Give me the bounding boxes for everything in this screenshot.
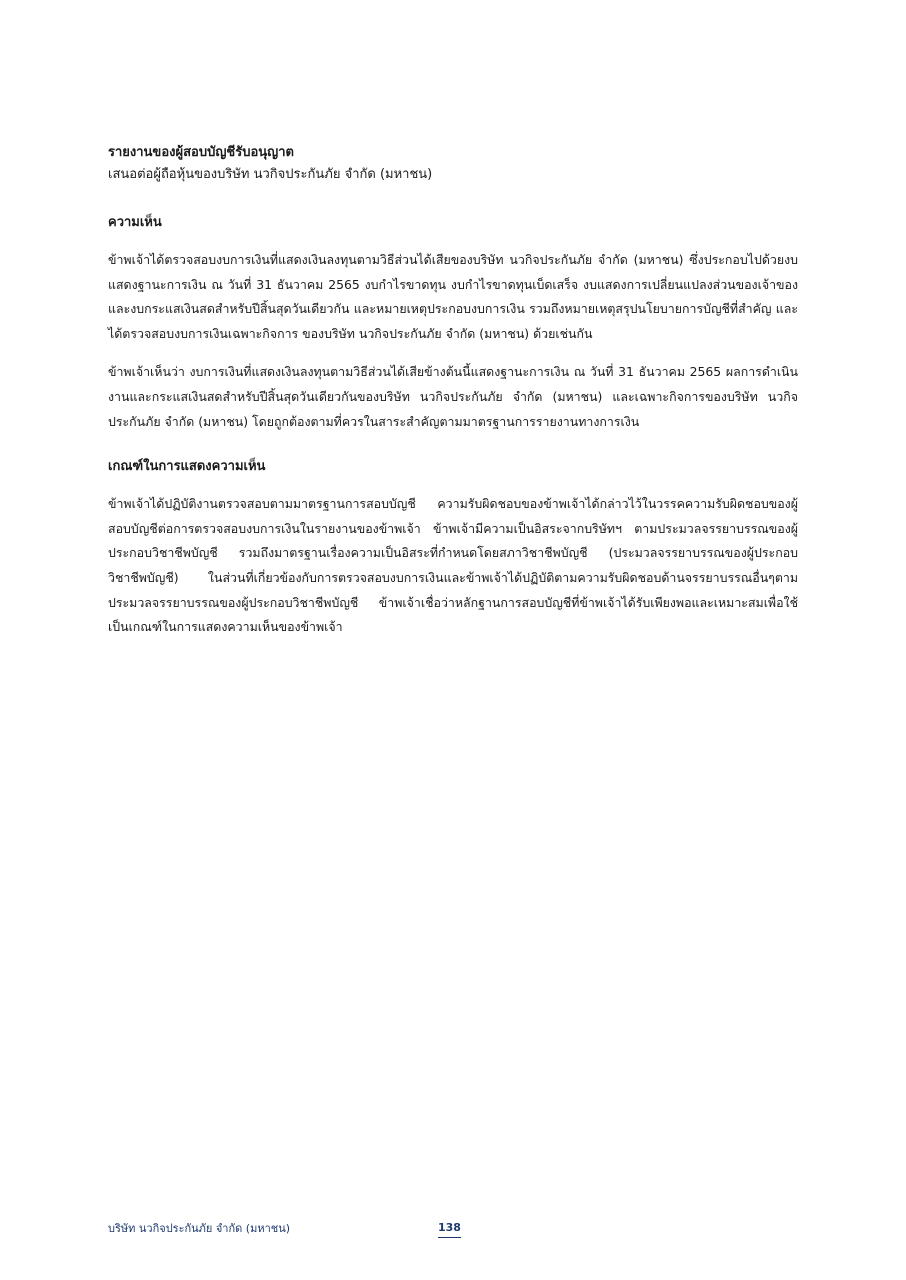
page-footer bbox=[108, 1219, 798, 1241]
opinion-paragraph-1: ข้าพเจ้าได้ตรวจสอบงบการเงินที่แสดงเงินลงทุนตามวิธีส่วนได้เสียของบริษัท นวกิจประกันภัย จำกัด (มหาชน) ซึ่งประกอบไปด้วยงบแสดงฐานะการเงิน ณ วันที่ 31 ธันวาคม 2565 งบกำไรขาดทุน งบกำไรขาดทุนเบ็ดเสร็จ งบแสดงการเปลี่ยนแปลงส่วนของเจ้าของและงบกระแสเงินสดสำหรับปีสิ้นสุดวันเดียวกัน และหมายเหตุประกอบงบการเงิน รวมถึงหมายเหตุสรุปนโยบายการบัญชีที่สำคัญ และได้ตรวจสอบงบการเงินเฉพาะกิจการ ของบริษัท นวกิจประกันภัย จำกัด (มหาชน) ด้วยเช่นกัน bbox=[108, 252, 798, 341]
opinion-paragraph-2: ข้าพเจ้าเห็นว่า งบการเงินที่แสดงเงินลงทุนตามวิธีส่วนได้เสียข้างต้นนี้แสดงฐานะการเงิน ณ วันที่ 31 ธันวาคม 2565 ผลการดำเนินงานและกระแสเงินสดสำหรับปีสิ้นสุดวันเดียวกันของบริษัท นวกิจประกันภัย จำกัด (มหาชน) และเฉพาะกิจการของบริษัท นวกิจประกันภัย จำกัด (มหาชน) โดยถูกต้องตามที่ควรในสาระสำคัญตามมาตรฐานการรายงานทางการเงิน bbox=[108, 364, 798, 429]
basis-paragraph-1: ข้าพเจ้าได้ปฏิบัติงานตรวจสอบตามมาตรฐานการสอบบัญชี ความรับผิดชอบของข้าพเจ้าได้กล่าวไว้ในวรรคความรับผิดชอบของผู้สอบบัญชีต่อการตรวจสอบงบการเงินในรายงานของข้าพเจ้า ข้าพเจ้ามีความเป็นอิสระจากบริษัทฯ ตามประมวลจรรยาบรรณของผู้ประกอบวิชาชีพบัญชี รวมถึงมาตรฐานเรื่องความเป็นอิสระที่กำหนดโดยสภาวิชาชีพบัญชี (ประมวลจรรยาบรรณของผู้ประกอบวิชาชีพบัญชี) ในส่วนที่เกี่ยวข้องกับการตรวจสอบงบการเงินและข้าพเจ้าได้ปฏิบัติตามความรับผิดชอบด้านจรรยาบรรณอื่นๆตามประมวลจรรยาบรรณของผู้ประกอบวิชาชีพบัญชี ข้าพเจ้าเชื่อว่าหลักฐานการสอบบัญชีที่ข้าพเจ้าได้รับเพียงพอและเหมาะสมเพื่อใช้เป็นเกณฑ์ในการแสดงความเห็นของข้าพเจ้า bbox=[108, 496, 798, 635]
section-opinion bbox=[108, 212, 798, 434]
footer-company-name: บริษัท นวกิจประกันภัย จำกัด (มหาชน) bbox=[108, 1222, 291, 1235]
section-basis-for-opinion bbox=[108, 456, 798, 640]
section-heading-opinion: ความเห็น bbox=[108, 215, 162, 230]
footer-page-number: 138 bbox=[438, 1219, 461, 1238]
report-addressee: เสนอต่อผู้ถือหุ้นของบริษัท นวกิจประกันภัย จำกัด (มหาชน) bbox=[108, 167, 433, 182]
report-title: รายงานของผู้สอบบัญชีรับอนุญาต bbox=[108, 145, 294, 160]
report-page bbox=[108, 142, 798, 654]
section-heading-basis: เกณฑ์ในการแสดงความเห็น bbox=[108, 459, 266, 475]
